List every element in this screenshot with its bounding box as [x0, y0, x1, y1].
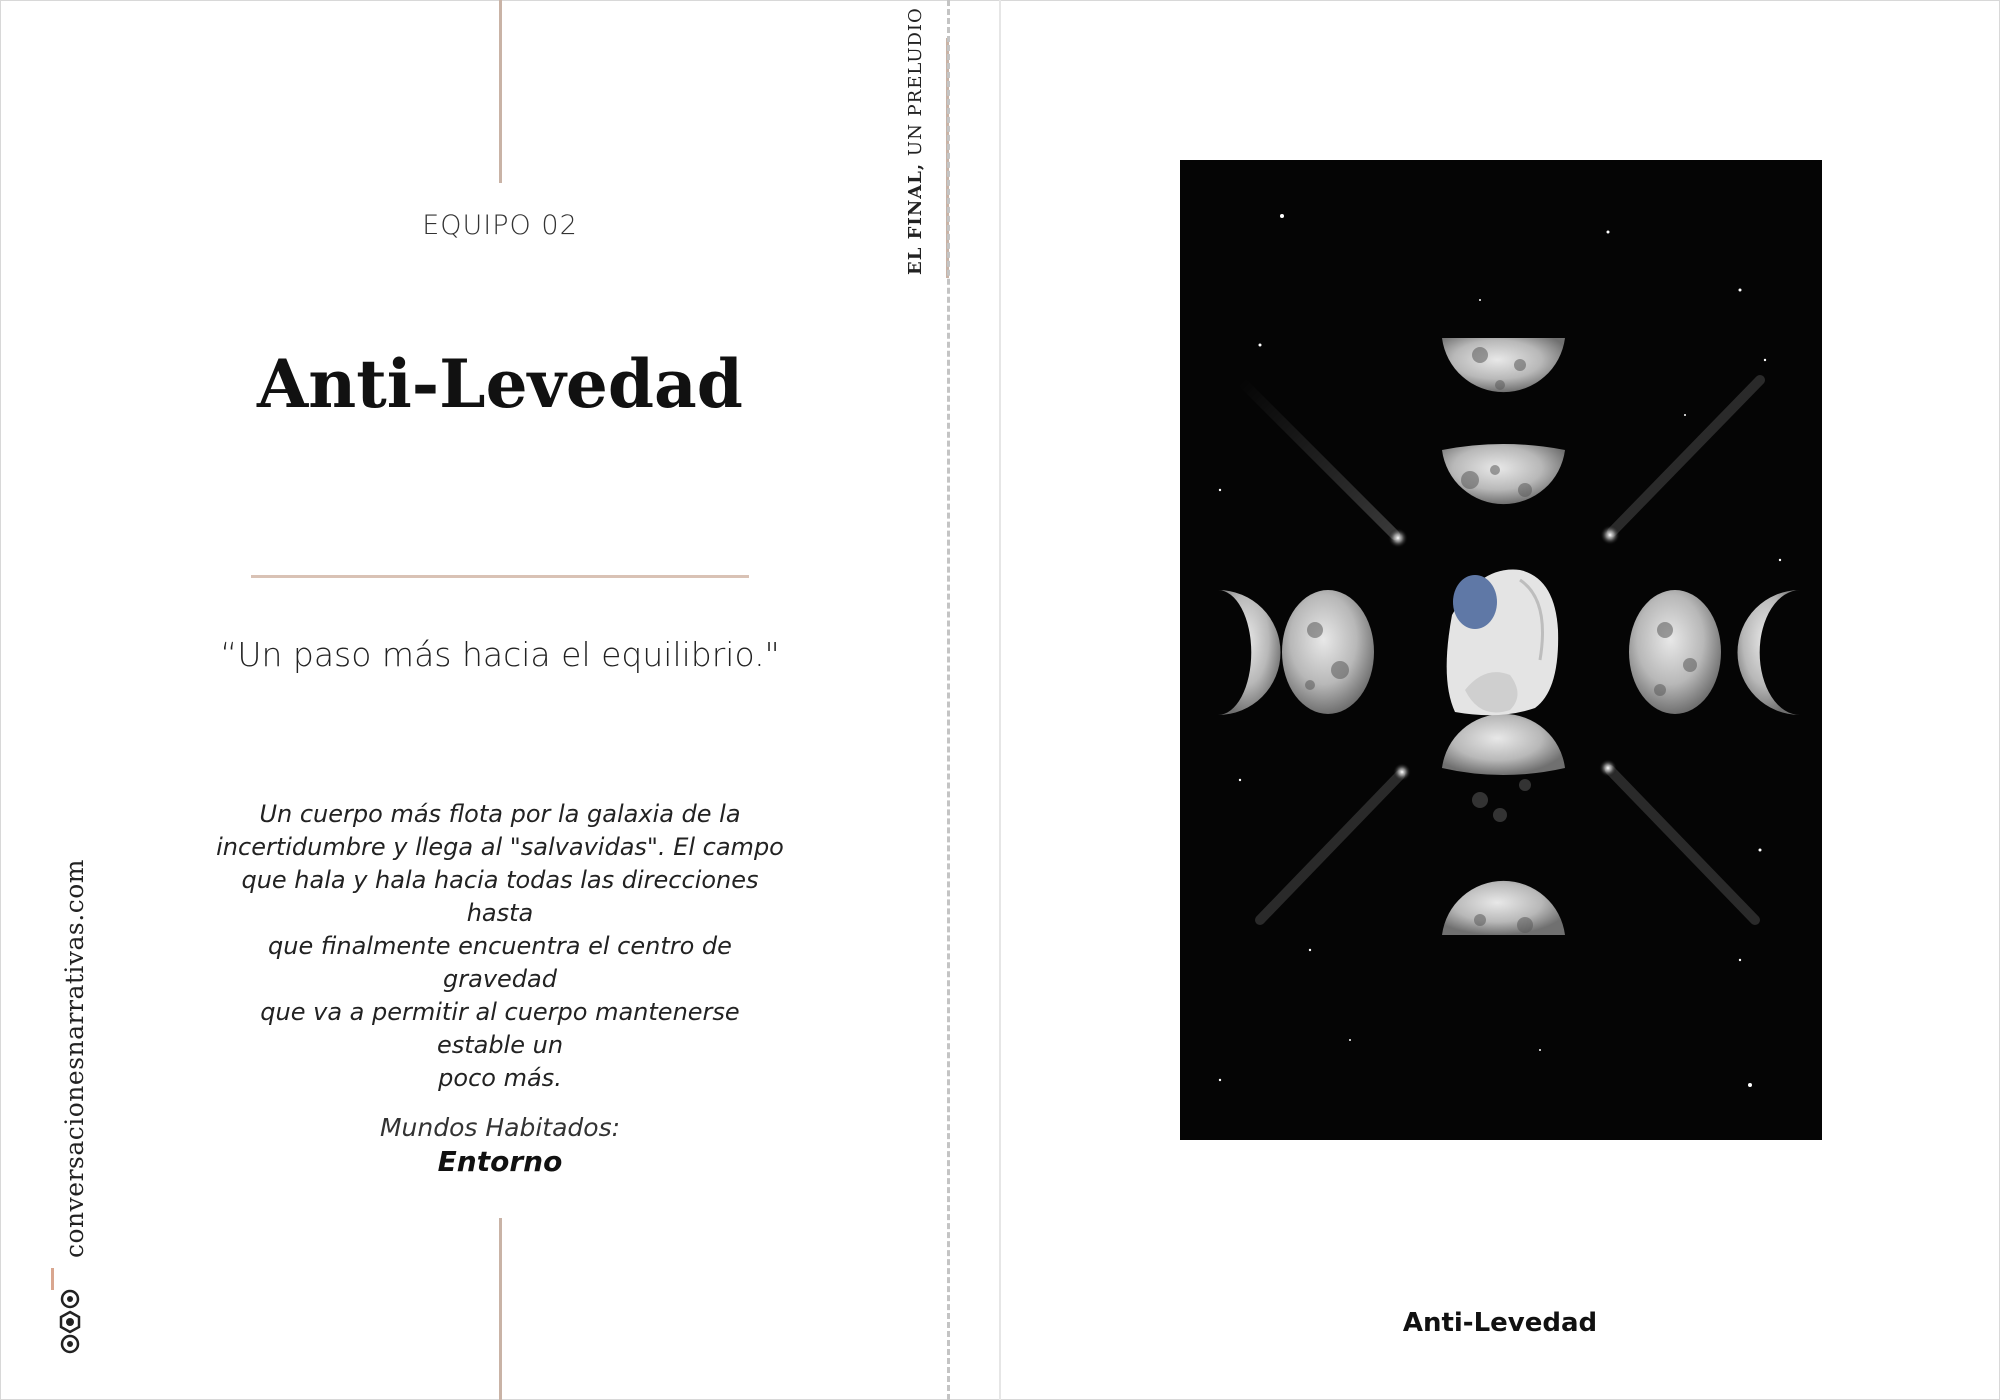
description-line: incertidumbre y llega al "salvavidas". El campo	[216, 833, 784, 861]
description-line: que finalmente encuentra el centro de gravedad	[268, 932, 732, 993]
central-figure	[1447, 570, 1558, 716]
website-link[interactable]: conversacionesnarrativas.com	[60, 859, 89, 1258]
mundos-value: Entorno	[437, 1145, 563, 1178]
tagline-quote: “Un paso más hacia el equilibrio."	[220, 635, 780, 674]
top-accent-line	[499, 0, 502, 183]
spine-title	[905, 7, 926, 275]
brand-logo-icon	[54, 1288, 86, 1356]
moon-half-4	[1442, 881, 1565, 935]
description-line: poco más.	[438, 1064, 562, 1092]
moon-phases-artwork	[1180, 160, 1822, 1140]
artwork-caption: Anti-Levedad	[1402, 1308, 1598, 1338]
team-label: EQUIPO 02	[422, 210, 578, 241]
moon-half-3	[1442, 714, 1565, 775]
right-page	[1000, 0, 2000, 1400]
moon-right-outer	[1738, 590, 1801, 715]
title-divider	[251, 575, 749, 578]
moon-phases-illustration-icon	[1180, 160, 1822, 1140]
moon-left-outer	[1218, 590, 1281, 715]
bottom-accent-line	[499, 1218, 502, 1400]
spine-title-rest: UN PRELUDIO	[905, 7, 926, 163]
fold-dashed-line	[947, 0, 950, 1400]
website-accent-bar	[51, 1268, 54, 1290]
moon-left-inner	[1282, 590, 1374, 714]
description	[215, 798, 785, 1095]
spine-title-bold: EL FINAL,	[905, 162, 926, 275]
moon-crescent-bottom	[1442, 976, 1568, 1058]
moon-right-inner	[1629, 590, 1721, 714]
mundos-label: Mundos Habitados:	[379, 1113, 621, 1142]
description-line: Un cuerpo más flota por la galaxia de la	[259, 800, 741, 828]
description-line: que hala y hala hacia todas las direcciones hasta	[241, 866, 759, 927]
moon-half-2	[1442, 444, 1565, 504]
page-title: Anti-Levedad	[257, 345, 743, 423]
moon-crescent-top	[1448, 222, 1563, 299]
description-line: que va a permitir al cuerpo mantenerse estable un	[260, 998, 740, 1059]
